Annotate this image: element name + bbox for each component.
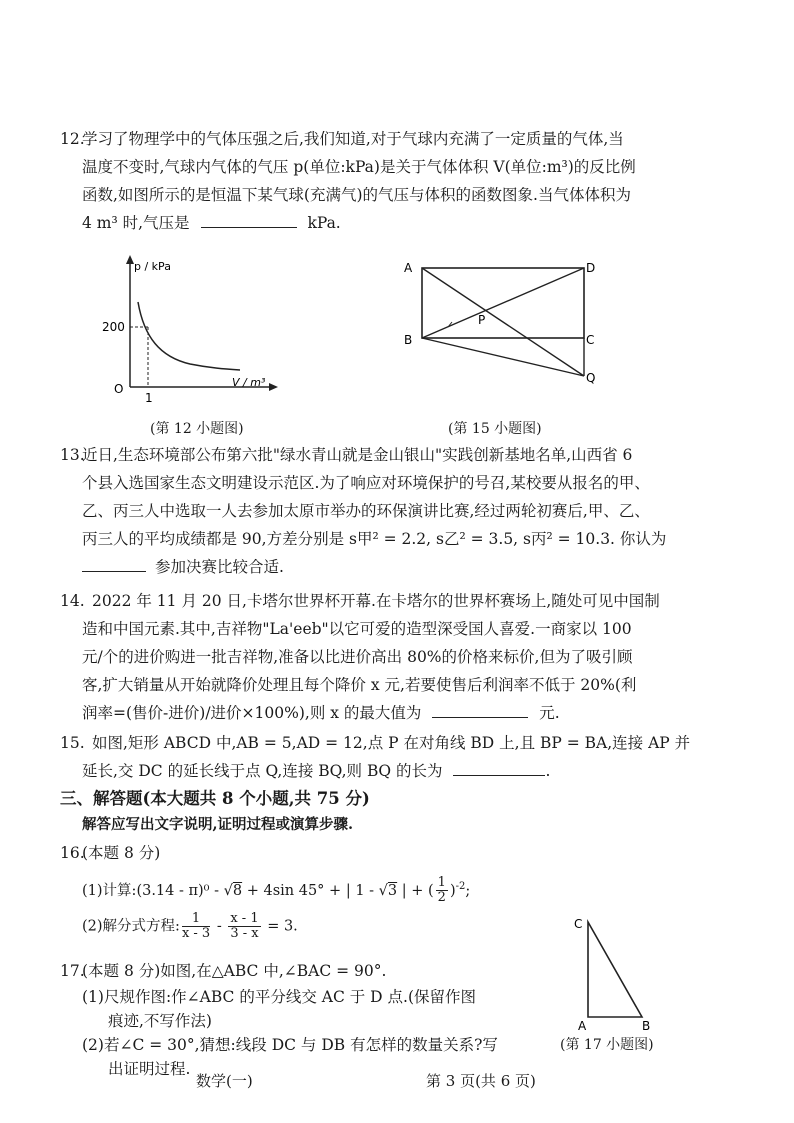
q17-label-B: B [642, 1019, 651, 1033]
q16-part1-term-b: + 4sin 45° + [242, 882, 346, 899]
q12-graph [100, 252, 280, 402]
q16-f1-bottom: x - 3 [181, 926, 211, 941]
q13-line5 [82, 556, 284, 578]
q14-line2: 造和中国元素.其中,吉祥物"La'eeb"以它可爱的造型深受国人喜爱.一商家以 100 [82, 620, 632, 638]
q17-line5: 出证明过程. [108, 1060, 191, 1078]
q15-number: 15. [60, 734, 85, 752]
q16-f2-top: x - 1 [230, 911, 259, 926]
q16-fraction-2 [228, 912, 260, 941]
q14-line3: 元/个的进价购进一批吉祥物,准备以比进价高出 80%的价格来标价,但为了吸引顾 [82, 648, 633, 666]
q16-half-fraction [436, 876, 448, 905]
q12-origin: O [114, 382, 124, 396]
q16-half-top: 1 [437, 875, 446, 891]
q12-x-axis-label: V / m³ [232, 376, 266, 389]
q15-line2-text: 延长,交 DC 的延长线于点 Q,连接 BQ,则 BQ 的长为 [82, 762, 443, 780]
q14-line4: 客,扩大销量从开始就降价处理且每个降价 x 元,若要使售后利润率不低于 20%(利 [82, 676, 637, 694]
q16-score: (本题 8 分) [82, 844, 161, 862]
q16-part1-term-c: 1 - [355, 882, 379, 899]
q16-part1-term-a: (3.14 - π)⁰ - [136, 882, 224, 899]
q14-line5-text: 润率=(售价-进价)/进价×100%),则 x 的最大值为 [82, 704, 422, 722]
q12-line4-text: 4 m³ 时,气压是 [82, 214, 190, 232]
q17-line3: 痕迹,不写作法) [108, 1012, 212, 1030]
q16-exponent: -2 [455, 881, 466, 892]
q17-line2: (1)尺规作图:作∠ABC 的平分线交 AC 于 D 点.(保留作图 [82, 988, 476, 1006]
q12-line1: 学习了物理学中的气体压强之后,我们知道,对于气球内充满了一定质量的气体,当 [82, 130, 624, 148]
q16-part1-label: (1)计算: [82, 882, 137, 899]
q16-sqrt8: 8 [232, 882, 243, 899]
footer-page: 第 3 页(共 6 页) [426, 1072, 536, 1090]
q17-fig-caption: (第 17 小题图) [560, 1037, 654, 1053]
q15-label-Q: Q [586, 371, 596, 385]
q12-line4 [82, 212, 341, 234]
q13-line5-text: 参加决赛比较合适. [154, 558, 284, 576]
q16-part2 [82, 912, 298, 941]
q16-part2-label: (2)解分式方程: [82, 918, 180, 935]
q17-number: 17. [60, 962, 85, 980]
q13-line1: 近日,生态环境部公布第六批"绿水青山就是金山银山"实践创新基地名单,山西省 6 [82, 446, 633, 464]
section3-title: 三、解答题(本大题共 8 个小题,共 75 分) [60, 789, 370, 808]
q16-f1-top: 1 [182, 912, 210, 927]
q15-figure [398, 258, 608, 388]
q16-part2-end: = 3. [267, 918, 298, 935]
q12-line2: 温度不变时,气球内气体的气压 p(单位:kPa)是关于气体体积 V(单位:m³)的反比例 [82, 158, 636, 176]
q15-label-A: A [404, 261, 413, 275]
q12-y-axis-label: p / kPa [134, 260, 171, 273]
q12-fig-caption: (第 12 小题图) [150, 421, 244, 437]
footer-subject: 数学(一) [196, 1072, 253, 1090]
q12-number: 12. [60, 130, 85, 148]
q13-line3: 乙、丙三人中选取一人去参加太原市举办的环保演讲比赛,经过两轮初赛后,甲、乙、 [82, 502, 650, 520]
q15-line1: 如图,矩形 ABCD 中,AB = 5,AD = 12,点 P 在对角线 BD 上,且 BP = BA,连接 AP 并 [92, 734, 691, 752]
q15-fig-caption: (第 15 小题图) [448, 421, 542, 437]
q16-part1-end: ; [465, 882, 471, 899]
q17-figure [570, 912, 670, 1036]
q14-line1: 2022 年 11 月 20 日,卡塔尔世界杯开幕.在卡塔尔的世界杯赛场上,随处可见中国制 [92, 592, 660, 610]
q12-line4-unit: kPa. [307, 214, 341, 232]
q12-line3: 函数,如图所示的是恒温下某气球(充满气)的气压与体积的函数图象.当气体体积为 [82, 186, 631, 204]
q15-line2: 延长,交 DC 的延长线于点 Q,连接 BQ,则 BQ 的长为 . [82, 762, 551, 780]
q13-number: 13. [60, 446, 85, 464]
q13-answer-blank[interactable] [82, 557, 146, 572]
q14-line5-unit: 元. [539, 704, 560, 722]
q14-line5 [82, 702, 560, 724]
q14-answer-blank[interactable] [432, 703, 528, 718]
q16-half-bottom: 2 [437, 890, 446, 906]
q12-x-tick: 1 [145, 391, 153, 402]
q16-f2-bottom: 3 - x [230, 926, 259, 941]
q15-label-B: B [404, 333, 413, 347]
q16-minus: - [216, 918, 222, 935]
q13-line4: 丙三人的平均成绩都是 90,方差分别是 s甲² = 2.2, s乙² = 3.5, s丙² = 10.3. 你认为 [82, 530, 667, 548]
q17-label-C: C [574, 917, 583, 931]
q14-number: 14. [60, 592, 85, 610]
q17-line1: (本题 8 分)如图,在△ABC 中,∠BAC = 90°. [82, 962, 387, 980]
q17-line4: (2)若∠C = 30°,猜想:线段 DC 与 DB 有怎样的数量关系?写 [82, 1036, 498, 1054]
q15-label-C: C [586, 333, 595, 347]
section3-note: 解答应写出文字说明,证明过程或演算步骤. [82, 816, 354, 833]
q12-answer-blank[interactable] [201, 213, 297, 228]
q13-line2: 个县入选国家生态文明建设示范区.为了响应对环境保护的号召,某校要从报名的甲、 [82, 474, 650, 492]
q17-label-A: A [578, 1019, 587, 1033]
q16-sqrt3: 3 [387, 882, 398, 899]
q16-part1: (1)计算:(3.14 - π)⁰ - √8 + 4sin 45° + | 1 - √3 | + ( $\frac{1}{2}$ )$^{-2}$; [82, 875, 471, 906]
q15-answer-blank[interactable] [453, 761, 545, 776]
q15-label-P: P [478, 313, 486, 327]
q12-y-tick: 200 [102, 320, 125, 334]
q16-fraction-1 [182, 912, 210, 941]
q16-number: 16. [60, 844, 85, 862]
q15-label-D: D [586, 261, 596, 275]
